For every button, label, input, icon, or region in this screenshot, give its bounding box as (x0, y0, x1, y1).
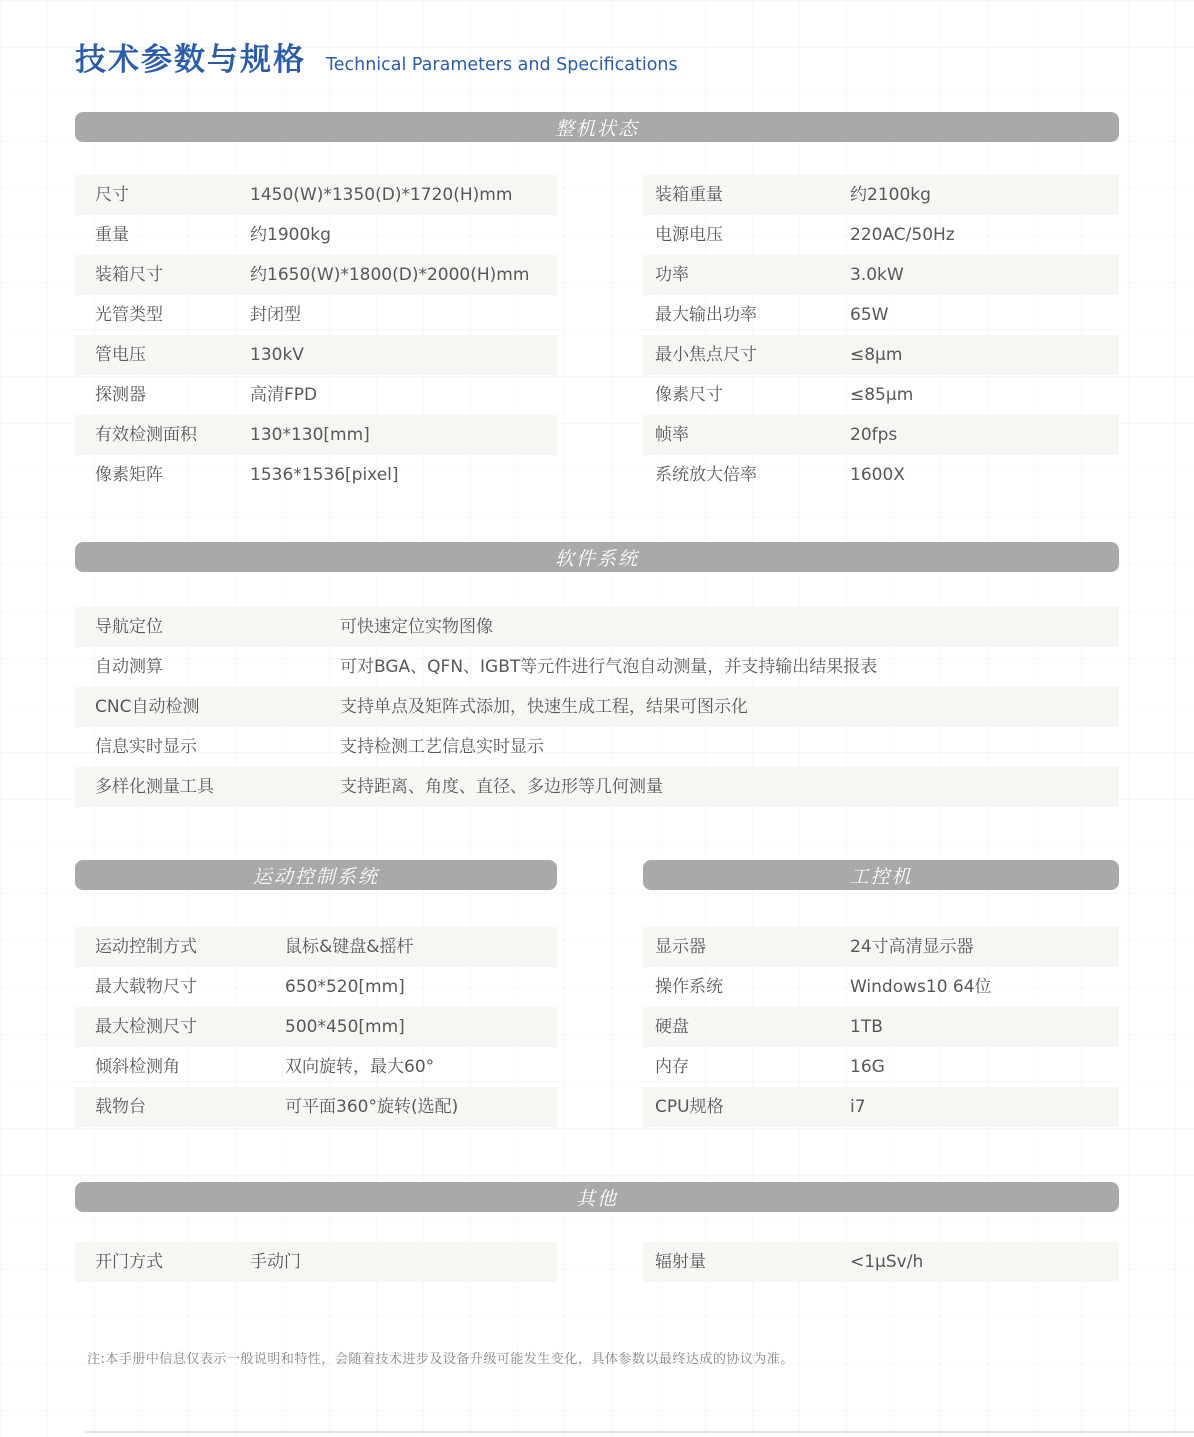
spec-row (643, 415, 1119, 455)
spec-label: 像素尺寸 (655, 384, 723, 405)
other-tables (75, 1242, 1119, 1282)
spec-label: 探测器 (95, 384, 146, 405)
spec-row (75, 1087, 557, 1127)
spec-row (75, 215, 557, 255)
machine-status-tables (75, 175, 1119, 495)
footnote: 注:本手册中信息仅表示一般说明和特性，会随着技术进步及设备升级可能发生变化，具体参数以最终达成的协议为准。 (87, 1352, 794, 1367)
spec-row (75, 1242, 557, 1282)
spec-value: 20fps (850, 424, 898, 445)
bottom-divider (85, 1431, 1194, 1433)
other-right-table (643, 1242, 1119, 1282)
spec-label: 操作系统 (655, 976, 723, 997)
section-title: 其他 (575, 1187, 618, 1210)
spec-value: 130*130[mm] (250, 424, 370, 445)
spec-row (75, 1047, 557, 1087)
spec-value: 24寸高清显示器 (850, 936, 974, 957)
spec-label: CPU规格 (655, 1096, 724, 1117)
spec-row (643, 1007, 1119, 1047)
dual-section-headers (75, 860, 1119, 890)
spec-row (75, 927, 557, 967)
spec-row (643, 375, 1119, 415)
spec-row (75, 767, 1119, 807)
spec-value: 高清FPD (250, 384, 318, 405)
spec-sheet-page (0, 42, 1194, 1367)
machine-status-right-table (643, 175, 1119, 495)
spec-value: 16G (850, 1056, 885, 1077)
spec-row (643, 215, 1119, 255)
spec-label: 最大检测尺寸 (95, 1016, 197, 1037)
machine-status-left-table (75, 175, 557, 495)
section-header-software-system (75, 542, 1119, 572)
spec-value: 鼠标&键盘&摇杆 (285, 936, 414, 957)
spec-value: 1600X (850, 464, 905, 485)
spec-row (75, 1007, 557, 1047)
spec-label: 光管类型 (95, 304, 163, 325)
spec-row (75, 335, 557, 375)
spec-label: 像素矩阵 (95, 464, 163, 485)
spec-row (643, 1047, 1119, 1087)
spec-value: ≤85μm (850, 384, 914, 405)
spec-row (643, 967, 1119, 1007)
spec-label: 导航定位 (95, 616, 163, 637)
spec-value: 约1650(W)*1800(D)*2000(H)mm (250, 264, 530, 285)
spec-label: 自动测算 (95, 656, 163, 677)
spec-value: 支持单点及矩阵式添加，快速生成工程，结果可图示化 (340, 696, 748, 717)
section-title: 运动控制系统 (252, 865, 379, 888)
section-header-industrial-pc (643, 860, 1119, 890)
spec-value: 可快速定位实物图像 (340, 616, 493, 637)
spec-label: 多样化测量工具 (95, 776, 214, 797)
spec-value: <1μSv/h (850, 1251, 924, 1272)
spec-row (75, 375, 557, 415)
motion-ipc-tables (75, 927, 1119, 1127)
spec-value: i7 (850, 1096, 866, 1117)
spec-row (643, 1242, 1119, 1282)
spec-value: 65W (850, 304, 889, 325)
section-header-machine-status (75, 112, 1119, 142)
spec-row (75, 727, 1119, 767)
spec-value: 1TB (850, 1016, 883, 1037)
spec-label: 功率 (655, 264, 689, 285)
spec-row (75, 607, 1119, 647)
spec-row (643, 1087, 1119, 1127)
spec-row (643, 295, 1119, 335)
page-header (75, 42, 1119, 84)
spec-row (75, 647, 1119, 687)
spec-label: 显示器 (655, 936, 706, 957)
spec-value: 可平面360°旋转(选配) (285, 1096, 459, 1117)
spec-value: 约1900kg (250, 224, 331, 245)
section-title: 软件系统 (554, 547, 639, 570)
spec-value: 130kV (250, 344, 304, 365)
spec-label: 有效检测面积 (95, 424, 197, 445)
spec-label: 装箱重量 (655, 184, 723, 205)
spec-value: 可对BGA、QFN、IGBT等元件进行气泡自动测量，并支持输出结果报表 (340, 656, 878, 677)
spec-value: 双向旋转，最大60° (285, 1056, 435, 1077)
spec-label: 运动控制方式 (95, 936, 197, 957)
spec-label: 装箱尺寸 (95, 264, 163, 285)
spec-label: 最大载物尺寸 (95, 976, 197, 997)
spec-value: 支持检测工艺信息实时显示 (340, 736, 544, 757)
industrial-pc-table (643, 927, 1119, 1127)
spec-row (643, 927, 1119, 967)
spec-label: CNC自动检测 (95, 696, 200, 717)
spec-row (75, 295, 557, 335)
spec-value: 封闭型 (250, 304, 301, 325)
spec-label: 管电压 (95, 344, 146, 365)
spec-label: 辐射量 (655, 1251, 706, 1272)
spec-value: 支持距离、角度、直径、多边形等几何测量 (340, 776, 663, 797)
spec-value: 3.0kW (850, 264, 904, 285)
spec-label: 帧率 (655, 424, 689, 445)
spec-row (643, 255, 1119, 295)
section-title: 整机状态 (554, 117, 639, 140)
spec-value: 500*450[mm] (285, 1016, 405, 1037)
spec-label: 最小焦点尺寸 (655, 344, 757, 365)
spec-value: 220AC/50Hz (850, 224, 955, 245)
software-system-table (75, 607, 1119, 807)
spec-label: 倾斜检测角 (95, 1056, 180, 1077)
spec-row (75, 967, 557, 1007)
spec-row (75, 455, 557, 495)
spec-row (643, 455, 1119, 495)
spec-label: 载物台 (95, 1096, 146, 1117)
spec-row (75, 255, 557, 295)
spec-value: ≤8μm (850, 344, 903, 365)
spec-label: 尺寸 (95, 184, 129, 205)
spec-label: 最大输出功率 (655, 304, 757, 325)
section-header-motion-control (75, 860, 557, 890)
spec-value: 手动门 (250, 1251, 301, 1272)
spec-value: 1536*1536[pixel] (250, 464, 399, 485)
spec-label: 信息实时显示 (95, 736, 197, 757)
spec-label: 系统放大倍率 (655, 464, 757, 485)
spec-row (75, 175, 557, 215)
spec-label: 硬盘 (655, 1016, 689, 1037)
spec-value: Windows10 64位 (850, 976, 992, 997)
spec-label: 内存 (655, 1056, 689, 1077)
spec-value: 1450(W)*1350(D)*1720(H)mm (250, 184, 513, 205)
motion-control-table (75, 927, 557, 1127)
spec-label: 重量 (95, 224, 129, 245)
section-header-other (75, 1182, 1119, 1212)
spec-label: 电源电压 (655, 224, 723, 245)
spec-row (643, 335, 1119, 375)
spec-row (75, 415, 557, 455)
spec-label: 开门方式 (95, 1251, 163, 1272)
page-subtitle: Technical Parameters and Specifications (326, 55, 678, 75)
other-left-table (75, 1242, 557, 1282)
spec-row (75, 687, 1119, 727)
section-title: 工控机 (849, 865, 913, 888)
spec-value: 约2100kg (850, 184, 931, 205)
spec-value: 650*520[mm] (285, 976, 405, 997)
spec-row (643, 175, 1119, 215)
page-title: 技术参数与规格 (75, 42, 306, 78)
